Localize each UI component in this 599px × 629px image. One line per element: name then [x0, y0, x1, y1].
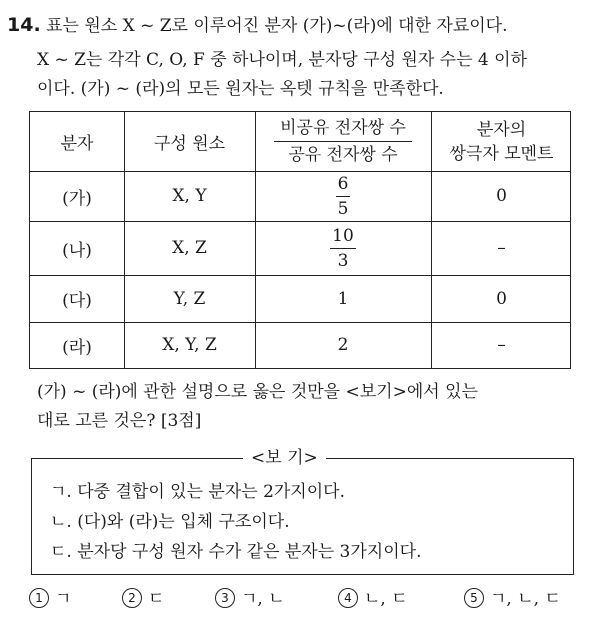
header-dipole-line-2: 쌍극자 모멘트	[449, 143, 554, 164]
row-1-ratio-fraction	[336, 173, 351, 220]
row-3-molecule: (다)	[62, 291, 92, 311]
choice-4-text: ㄴ, ㄷ	[364, 589, 408, 609]
header-ratio-fraction	[274, 117, 412, 166]
choice-4[interactable]	[338, 588, 408, 609]
header-elements: 구성 원소	[153, 134, 226, 154]
prompt-line-1: (가) ~ (라)에 관한 설명으로 옳은 것만을 <보기>에서 있는	[37, 382, 478, 402]
row-2-elements: X, Z	[172, 238, 207, 258]
prompt-line-2: 대로 고른 것은? [3점]	[37, 411, 202, 431]
choice-1-number: 1	[29, 588, 49, 608]
row-1-ratio	[255, 171, 431, 221]
choice-1-text: ㄱ	[55, 589, 72, 609]
row-3-elements: Y, Z	[173, 288, 206, 309]
row-4-ratio: 2	[337, 335, 349, 355]
row-4-molecule: (라)	[62, 337, 92, 358]
header-ratio-denominator: 공유 전자쌍 수	[288, 145, 398, 165]
choice-2-text: ㄷ	[148, 589, 165, 609]
row-2-ratio-denominator: 3	[337, 250, 349, 271]
row-1-ratio-numerator: 6	[336, 173, 351, 197]
row-2-ratio-numerator: 10	[330, 225, 356, 249]
boki-title: <보 기>	[243, 448, 326, 468]
choice-2[interactable]	[122, 588, 164, 609]
row-4-elements: X, Y, Z	[162, 335, 217, 355]
row-2-ratio	[255, 221, 431, 275]
row-3-ratio: 1	[337, 288, 349, 309]
row-3-dipole: 0	[496, 288, 507, 309]
header-dipole-text	[450, 118, 554, 166]
choice-5-text: ㄱ, ㄴ, ㄷ	[490, 589, 561, 609]
boki-item-3: ㄷ. 분자당 구성 원자 수가 같은 분자는 3가지이다.	[50, 542, 422, 562]
choice-5-number: 5	[464, 588, 484, 608]
question-number: 14.	[7, 14, 41, 36]
header-ratio	[255, 112, 431, 171]
row-1-elements: X, Y	[172, 186, 207, 206]
choice-3-number: 3	[215, 588, 235, 608]
question-line-1	[7, 15, 508, 36]
header-dipole	[431, 112, 572, 171]
header-ratio-numerator: 비공유 전자쌍 수	[274, 117, 412, 142]
choice-5[interactable]	[464, 588, 561, 609]
choice-2-number: 2	[122, 588, 142, 608]
choice-3-text: ㄱ, ㄴ	[241, 589, 285, 609]
row-1-dipole: 0	[496, 186, 507, 206]
row-2-molecule: (나)	[62, 240, 92, 261]
question-stem-1: 표는 원소 X ~ Z로 이루어진 분자 (가)~(라)에 대한 자료이다.	[46, 16, 508, 36]
question-line-3: 이다. (가) ~ (라)의 모든 원자는 옥텟 규칙을 만족한다.	[37, 79, 444, 99]
data-table	[29, 111, 571, 369]
choice-3[interactable]	[215, 588, 285, 609]
row-2-ratio-fraction	[330, 225, 356, 272]
row-4-dipole: –	[497, 335, 506, 355]
choice-1[interactable]	[29, 588, 71, 609]
header-molecule: 분자	[60, 134, 94, 154]
row-1-molecule: (가)	[62, 188, 92, 209]
boki-item-2: ㄴ. (다)와 (라)는 입체 구조이다.	[50, 512, 290, 532]
choice-4-number: 4	[338, 588, 358, 608]
row-2-dipole: –	[497, 238, 506, 258]
row-1-ratio-denominator: 5	[337, 198, 349, 219]
question-line-2: X ~ Z는 각각 C, O, F 중 하나이며, 분자당 구성 원자 수는 4 이하	[37, 50, 527, 70]
boki-item-1: ㄱ. 다중 결합이 있는 분자는 2가지이다.	[50, 482, 345, 502]
header-dipole-line-1: 분자의	[476, 119, 527, 140]
